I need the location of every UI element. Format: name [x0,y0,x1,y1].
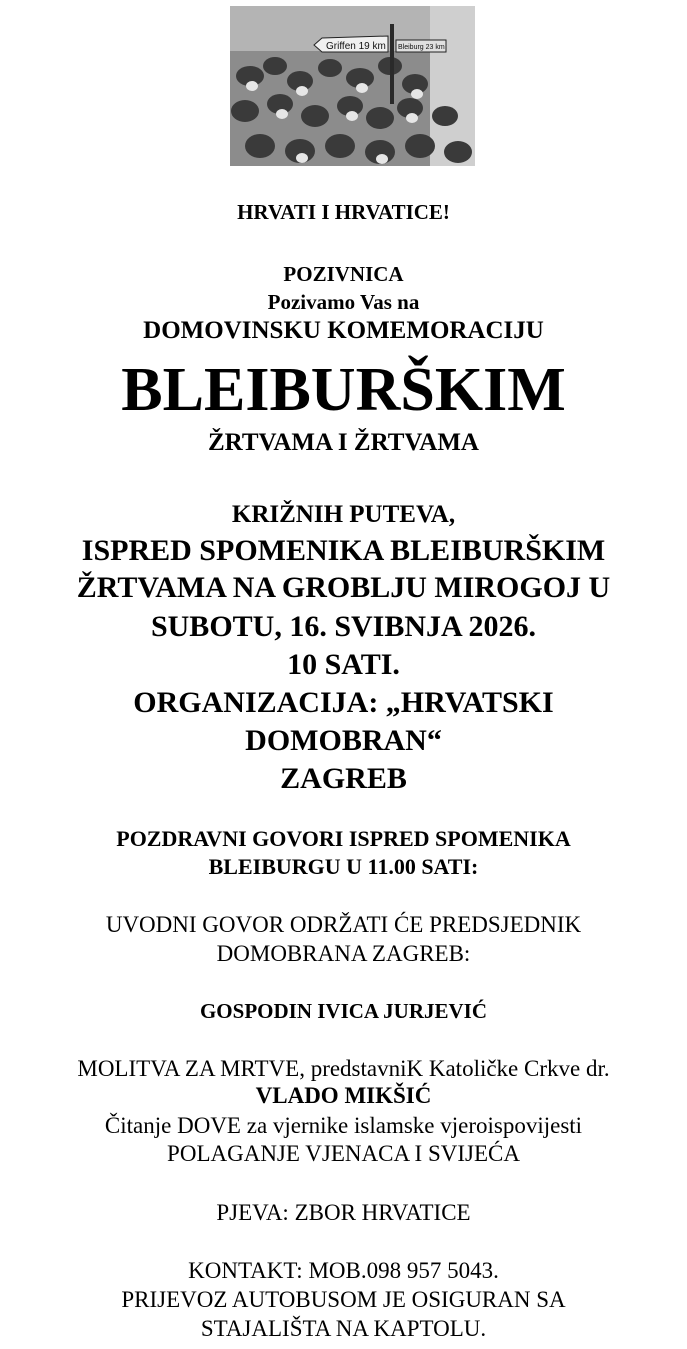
details-line-6: ORGANIZACIJA: „HRVATSKI [133,686,554,719]
program-line-4: POLAGANJE VJENACA I SVIJEĆA [167,1141,520,1166]
details-line-8: ZAGREB [280,762,407,795]
event-type: DOMOVINSKU KOMEMORACIJU [143,317,544,344]
speeches-line-1: POZDRAVNI GOVORI ISPRED SPOMENIKA [116,826,571,851]
details-line-2: ISPRED SPOMENIKA BLEIBURŠKIM [81,534,606,567]
program-line-3: Čitanje DOVE za vjernike islamske vjeroispovijesti [104,1113,583,1138]
details-line-7: DOMOBRAN“ [245,724,442,757]
contact-line-2: PRIJEVOZ AUTOBUSOM JE OSIGURAN SA [121,1287,566,1312]
contact-line-3: STAJALIŠTA NA KAPTOLU. [200,1316,487,1341]
intro-line-1: UVODNI GOVOR ODRŽATI ĆE PREDSJEDNIK [105,912,582,937]
speeches-line-2: BLEIBURGU U 11.00 SATI: [208,854,479,879]
choir-line: PJEVA: ZBOR HRVATICE [216,1200,471,1225]
intro-line-2: DOMOBRANA ZAGREB: [216,941,471,966]
program-line-2: VLADO MIKŠIĆ [255,1083,432,1108]
details-line-3: ŽRTVAMA NA GROBLJU MIROGOJ U [76,571,611,604]
headline: BLEIBURŠKIM [121,356,566,424]
sign-text-2: Bleiburg 23 km [398,44,445,51]
details-line-4: SUBOTU, 16. SVIBNJA 2026. [150,610,537,643]
subheadline: ŽRTVAMA I ŽRTVAMA [208,429,479,456]
invitation-label: POZIVNICA [283,262,404,286]
details-line-5: 10 SATI. [287,648,400,681]
historical-crowd-photo [230,6,475,166]
speaker-name: GOSPODIN IVICA JURJEVIĆ [199,999,488,1023]
greeting-heading: HRVATI I HRVATICE! [237,200,450,224]
details-line-1: KRIŽNIH PUTEVA, [231,501,456,528]
program-line-1: MOLITVA ZA MRTVE, predstavniK Katoličke Crkve dr. [77,1056,610,1081]
contact-line-1: KONTAKT: MOB.098 957 5043. [188,1258,499,1283]
invite-line: Pozivamo Vas na [267,290,420,314]
sign-text: Griffen 19 km [326,41,386,52]
